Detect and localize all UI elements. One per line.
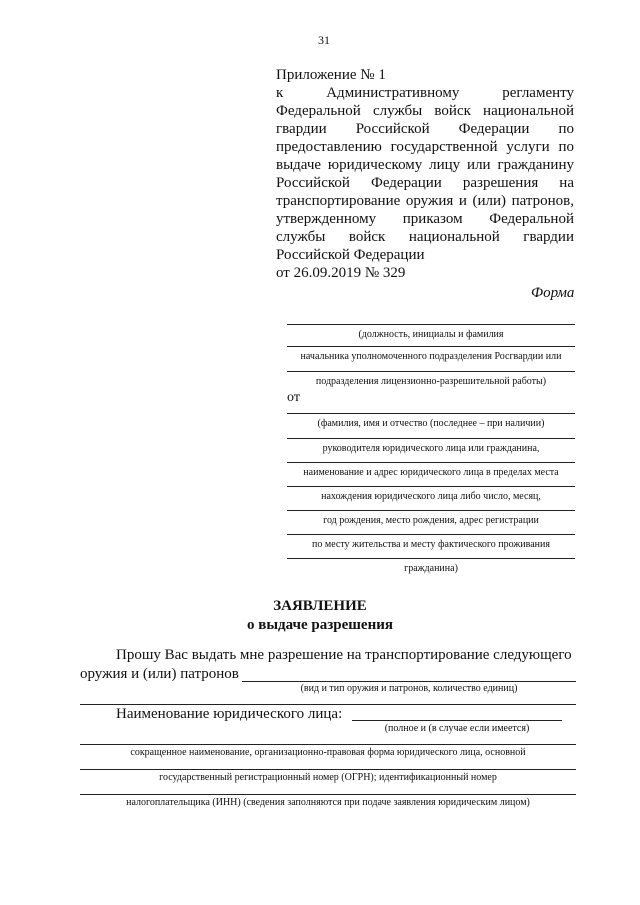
appendix-title: Приложение № 1 [276,67,386,83]
from-line[interactable] [287,486,575,487]
from-line[interactable] [287,558,575,559]
legal-caption: государственный регистрационный номер (ОГРН); идентификационный номер [159,772,497,783]
appendix-line: транспортирование оружия и (или) патронов, [276,193,574,209]
legal-name-field[interactable] [352,720,562,721]
from-caption: год рождения, место рождения, адрес регистрации [323,515,539,526]
addressee-line[interactable] [287,371,575,372]
request-line: Прошу Вас выдать мне разрешение на транспортирование следующего [116,647,572,663]
from-caption: наименование и адрес юридического лица в пределах места [303,467,559,478]
appendix-line: Российской Федерации [276,247,425,263]
form-label: Форма [531,285,575,301]
appendix-line: предоставлению государственной услуги по [276,139,574,155]
legal-name-label: Наименование юридического лица: [116,706,343,722]
addressee-caption: подразделения лицензионно-разрешительной работы) [315,376,547,387]
addressee-caption: (должность, инициалы и фамилия [358,329,504,340]
from-caption: руководителя юридического лица или гражданина, [322,443,540,454]
page-number: 31 [318,33,330,47]
legal-caption: сокращенное наименование, организационно-правовая форма юридического лица, основной [130,747,526,758]
addressee-line[interactable] [287,324,575,325]
document-subtitle: о выдаче разрешения [246,617,393,633]
addressee-line[interactable] [287,346,575,347]
legal-name-line[interactable] [80,794,576,795]
document-title: ЗАЯВЛЕНИЕ [273,598,367,614]
appendix-block [276,66,574,282]
appendix-line: гвардии Российской Федерации по [276,121,574,137]
appendix-line: выдаче юридическому лицу или гражданину [276,157,574,173]
from-line[interactable] [287,534,575,535]
from-label: от [287,390,300,405]
weapons-field[interactable] [242,681,576,682]
legal-name-caption: (полное и (в случае если имеется) [384,723,530,734]
legal-caption: налогоплательщика (ИНН) (сведения заполняются при подаче заявления юридическим лицом) [126,797,530,808]
appendix-line: Федеральной службы войск национальной [276,103,574,119]
appendix-line: к Административному регламенту [276,85,574,101]
from-caption: гражданина) [404,563,458,574]
appendix-line: Российской Федерации разрешения на [276,175,574,191]
appendix-line: утвержденному приказом Федеральной [276,211,574,227]
weapons-field-continued[interactable] [80,704,576,705]
weapons-caption: (вид и тип оружия и патронов, количество единиц) [300,683,518,694]
from-line[interactable] [287,438,575,439]
from-caption: нахождения юридического лица либо число, месяц, [321,491,541,502]
from-caption: (фамилия, имя и отчество (последнее – при наличии) [317,418,545,429]
request-line: оружия и (или) патронов [80,666,239,682]
appendix-line: службы войск национальной гвардии [276,229,574,245]
legal-name-line[interactable] [80,769,576,770]
from-line[interactable] [287,510,575,511]
addressee-caption: начальника уполномоченного подразделения Росгвардии или [300,351,562,362]
from-caption: по месту жительства и месту фактического проживания [312,539,550,550]
legal-name-line[interactable] [80,744,576,745]
from-line[interactable] [287,413,575,414]
appendix-date: от 26.09.2019 № 329 [276,265,406,281]
from-line[interactable] [287,462,575,463]
